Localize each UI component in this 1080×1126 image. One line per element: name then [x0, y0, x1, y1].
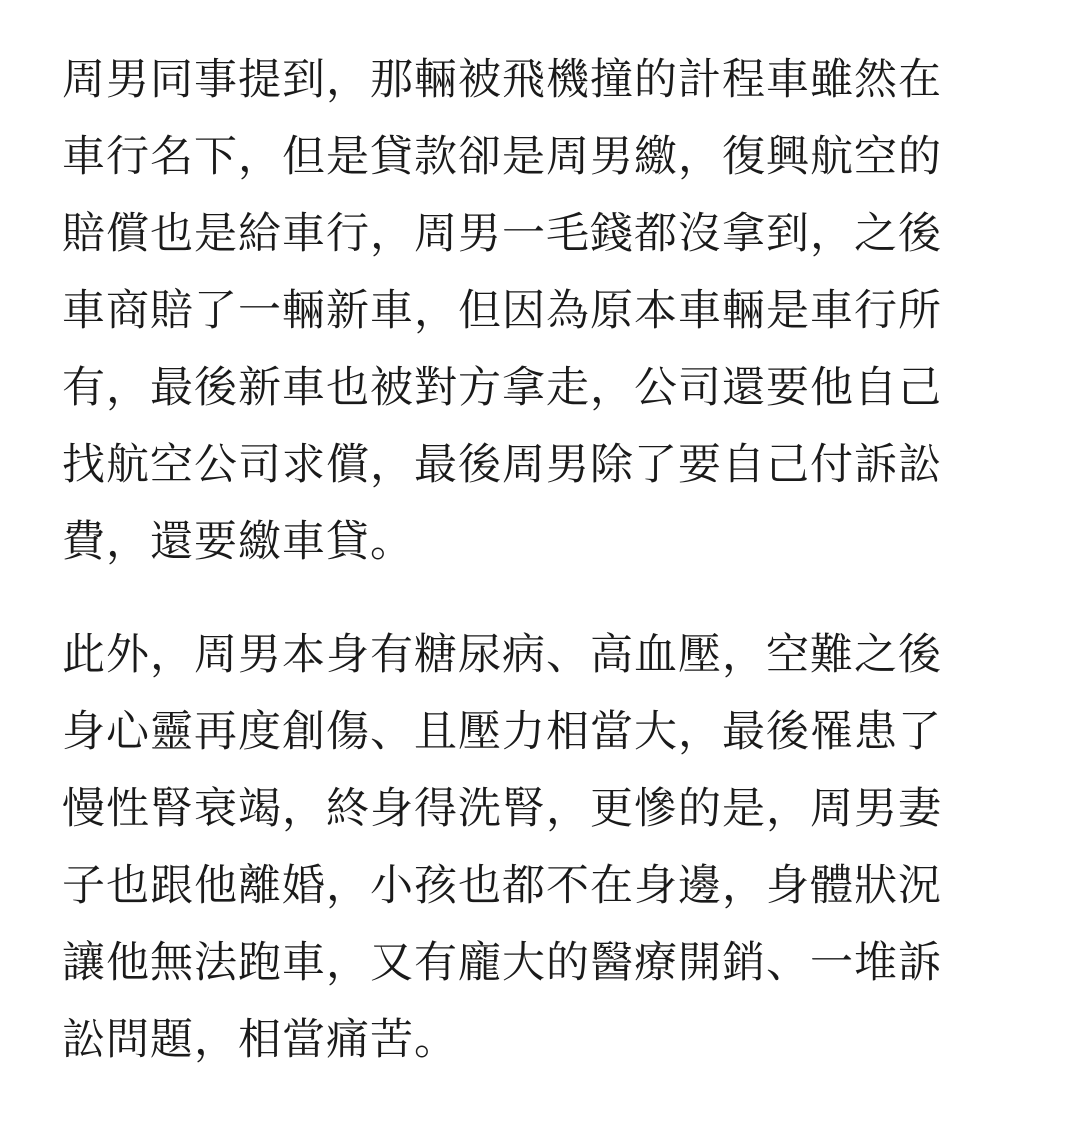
paragraph-line: 賠償也是給車行，周男一毛錢都沒拿到，之後 [62, 209, 942, 259]
paragraph-line: 訟問題，相當痛苦。 [62, 1015, 458, 1065]
paragraph-line: 周男同事提到，那輛被飛機撞的計程車雖然在 [62, 55, 942, 105]
paragraph-line: 此外，周男本身有糖尿病、高血壓，空難之後 [62, 630, 942, 680]
paragraph-1 [62, 42, 992, 581]
paragraph-2 [62, 617, 992, 1079]
article-body [62, 42, 992, 1079]
paragraph-line: 找航空公司求償，最後周男除了要自己付訴訟 [62, 440, 942, 490]
paragraph-line: 車行名下，但是貸款卻是周男繳，復興航空的 [62, 132, 942, 182]
paragraph-line: 讓他無法跑車，又有龐大的醫療開銷、一堆訴 [62, 938, 942, 988]
paragraph-line: 子也跟他離婚，小孩也都不在身邊，身體狀況 [62, 861, 942, 911]
paragraph-line: 費，還要繳車貸。 [62, 517, 414, 567]
paragraph-line: 車商賠了一輛新車，但因為原本車輛是車行所 [62, 286, 942, 336]
paragraph-line: 身心靈再度創傷、且壓力相當大，最後罹患了 [62, 707, 942, 757]
paragraph-line: 慢性腎衰竭，終身得洗腎，更慘的是，周男妻 [62, 784, 942, 834]
paragraph-line: 有，最後新車也被對方拿走，公司還要他自己 [62, 363, 942, 413]
